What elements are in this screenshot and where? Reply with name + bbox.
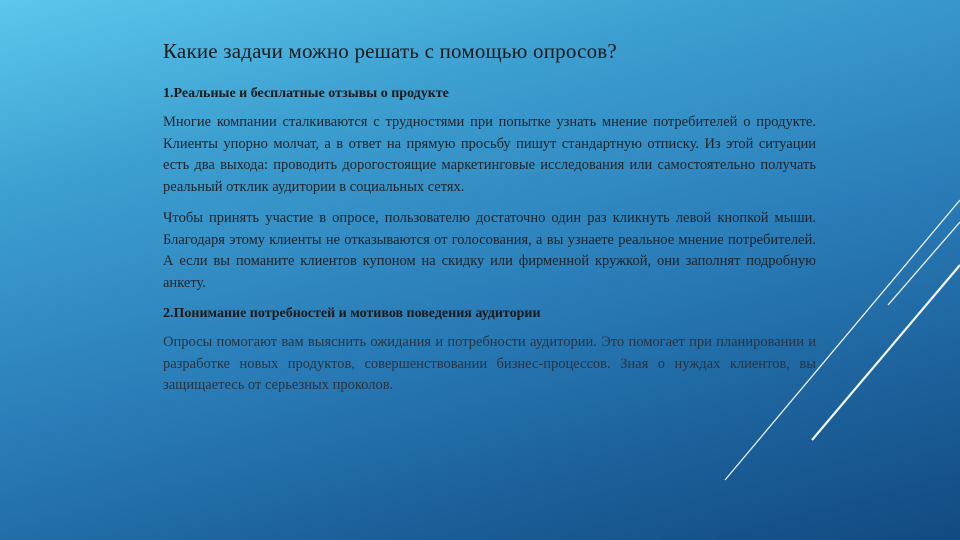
paragraph-1: Многие компании сталкиваются с трудностями при попытке узнать мнение потребителей о продукте. Клиенты упорно молчат, а в ответ на прямую просьбу пишут стандартную отписку. Из этой ситуации есть два выхода: проводить дорогостоящие маркетинговые исследования или самостоятельно получать реальный отклик аудитории в социальных сетях.	[163, 114, 816, 195]
paragraph-3: Опросы помогают вам выяснить ожидания и потребности аудитории. Это помогает при планировании и разработке новых продуктов, совершенствовании бизнес-процессов. Зная о нуждах клиентов, вы защищаетесь от серьезных проколов.	[163, 334, 816, 393]
slide-content	[163, 36, 816, 407]
deco-line-3	[888, 222, 960, 305]
section-heading-2: 2.Понимание потребностей и мотивов поведения аудитории	[163, 306, 541, 321]
section-heading-1: 1.Реальные и бесплатные отзывы о продукте	[163, 86, 449, 101]
paragraph-2: Чтобы принять участие в опросе, пользователю достаточно один раз кликнуть левой кнопкой мыши. Благодаря этому клиенты не отказываются от голосования, а вы узнаете реальное мнение потребителей. А если вы поманите клиентов купоном на скидку или фирменной кружкой, они заполнят подробную анкету.	[163, 210, 816, 291]
deco-line-2	[812, 265, 960, 440]
slide-title: Какие задачи можно решать с помощью опросов?	[163, 39, 617, 63]
